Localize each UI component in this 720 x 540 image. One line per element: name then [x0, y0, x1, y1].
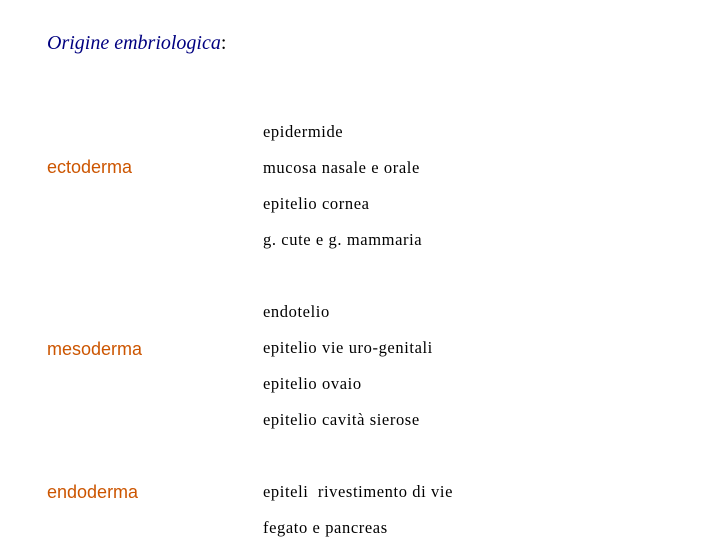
- layer-label-ectoderma: ectoderma: [47, 157, 133, 177]
- ectoderma-item: g. cute e g. mammaria: [263, 230, 423, 249]
- title-text: Origine embriologica: [47, 32, 221, 54]
- endoderma-item: fegato e pancreas: [263, 518, 388, 537]
- mesoderma-item: epitelio vie uro-genitali: [263, 338, 433, 357]
- endoderma-item: epiteli rivestimento di vie: [263, 482, 454, 501]
- ectoderma-item: mucosa nasale e orale: [263, 158, 420, 177]
- layer-label-endoderma: endoderma: [47, 482, 139, 502]
- ectoderma-item: epidermide: [263, 122, 344, 141]
- layer-label-mesoderma: mesoderma: [47, 339, 143, 359]
- mesoderma-item: epitelio ovaio: [263, 374, 362, 393]
- mesoderma-item: epitelio cavità sierose: [263, 410, 420, 429]
- mesoderma-item: endotelio: [263, 302, 330, 321]
- page-title: [47, 32, 226, 55]
- title-colon: :: [220, 32, 227, 54]
- ectoderma-item: epitelio cornea: [263, 194, 370, 213]
